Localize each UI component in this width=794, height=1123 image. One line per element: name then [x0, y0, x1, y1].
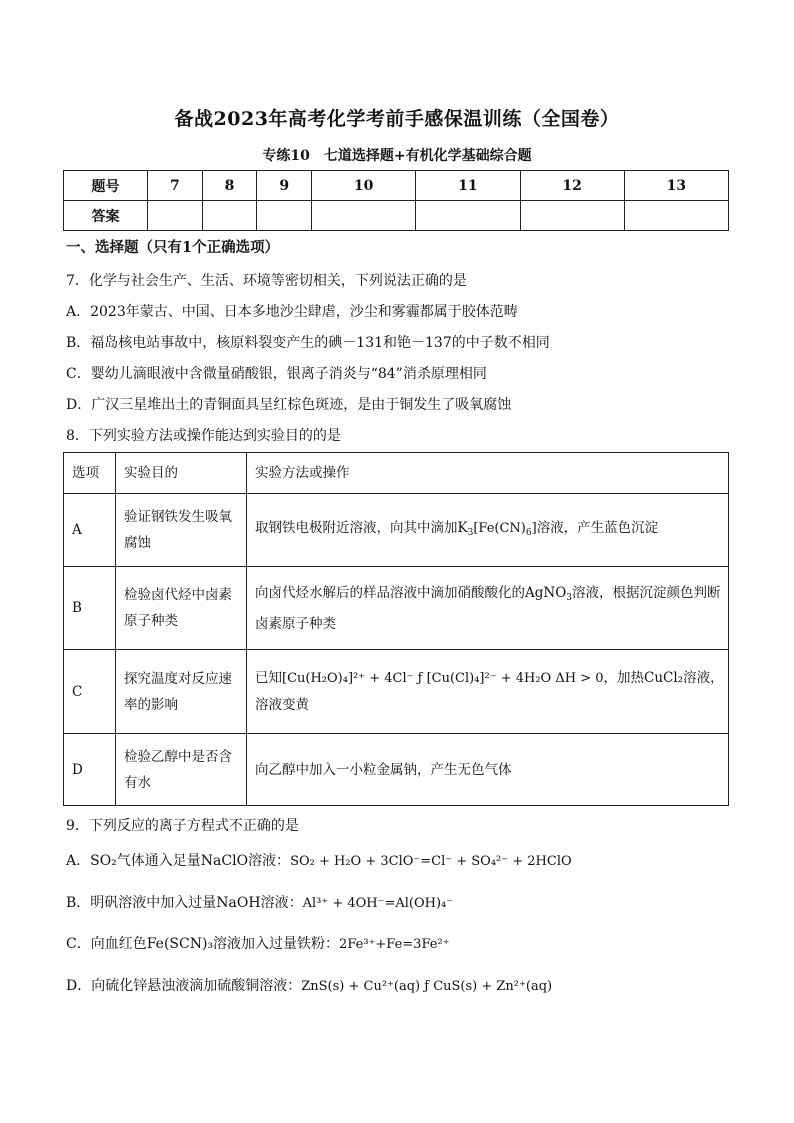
header-option: 选项: [64, 453, 116, 494]
experiment-row-d: [64, 734, 729, 806]
q8-stem: 8．下列实验方法或操作能达到实验目的的是: [66, 428, 341, 444]
question-number: 11: [416, 171, 520, 201]
row-option: D: [64, 734, 116, 806]
option-text: D．向硫化锌悬浊液滴加硫酸铜溶液：: [66, 978, 302, 994]
answer-cell[interactable]: [202, 201, 257, 231]
q9-option-b: [66, 894, 453, 913]
page-subtitle: 专练10 七道选择题+有机化学基础综合题: [262, 148, 532, 164]
q7-stem: 7．化学与社会生产、生活、环境等密切相关，下列说法正确的是: [66, 273, 467, 289]
option-equation: ZnS(s) + Cu²⁺(aq) ƒ CuS(s) + Zn²⁺(aq): [301, 979, 553, 994]
method-text: 向卤代烃水解后的样品溶液中滴加硝酸酸化的AgNO: [255, 584, 567, 601]
answer-cell[interactable]: [257, 201, 312, 231]
row-option: B: [64, 567, 116, 650]
option-equation: Al³⁺ + 4OH⁻=Al(OH)₄⁻: [302, 896, 454, 911]
method-text: 溶液，产生蓝色沉淀: [536, 519, 659, 536]
option-equation: SO₂ + H₂O + 3ClO⁻=Cl⁻ + SO₄²⁻ + 2HClO: [290, 854, 572, 869]
answer-label: 答案: [64, 201, 148, 231]
header-method: 实验方法或操作: [247, 453, 729, 494]
experiment-row-c: [64, 650, 729, 734]
row-method: 向卤代烃水解后的样品溶液中滴加硝酸酸化的AgNO$_3$溶液，根据沉淀颜色判断 卤素原子种类: [247, 567, 729, 650]
question-number: 7: [148, 171, 203, 201]
answer-cell[interactable]: [624, 201, 728, 231]
row-method: 取钢铁电极附近溶液，向其中滴加$K_3[Fe(CN)_6]$溶液，产生蓝色沉淀: [247, 494, 729, 567]
q9-option-d: [66, 977, 552, 996]
row-option: C: [64, 650, 116, 734]
q9-stem: 9．下列反应的离子方程式不正确的是: [66, 818, 299, 834]
section-heading: 一、选择题（只有1个正确选项）: [66, 239, 280, 256]
method-text: 取钢铁电极附近溶液，向其中滴加K: [255, 519, 468, 536]
question-number: 13: [624, 171, 728, 201]
answer-cell[interactable]: [312, 201, 416, 231]
row-purpose: 检验乙醇中是否含有水: [116, 734, 247, 806]
q7-option-b: B．福岛核电站事故中，核原料裂变产生的碘－131和铯－137的中子数不相同: [66, 335, 550, 351]
question-number: 9: [257, 171, 312, 201]
answer-table: [63, 170, 729, 231]
q7-option-a: A．2023年蒙古、中国、日本多地沙尘肆虐，沙尘和雾霾都属于胶体范畴: [66, 304, 518, 320]
option-equation: 2Fe³⁺+Fe=3Fe²⁺: [339, 937, 450, 952]
page-title: 备战2023年高考化学考前手感保温训练（全国卷）: [174, 108, 620, 130]
row-option: A: [64, 494, 116, 567]
experiment-table: [63, 452, 729, 806]
question-number: 12: [520, 171, 624, 201]
question-number-label: 题号: [64, 171, 148, 201]
method-text-line2: 溶液变黄: [255, 697, 309, 713]
q7-option-c: C．婴幼儿滴眼液中含微量硝酸银，银离子消炎与“84”消杀原理相同: [66, 366, 487, 382]
question-number: 8: [202, 171, 257, 201]
answer-table-header-row: [64, 171, 729, 201]
row-purpose: 验证钢铁发生吸氧腐蚀: [116, 494, 247, 567]
option-text: A．SO₂气体通入足量NaClO溶液：: [66, 853, 291, 869]
row-method: 向乙醇中加入一小粒金属钠，产生无色气体: [247, 734, 729, 806]
method-formula: [Fe(CN): [473, 520, 526, 536]
q9-option-c: [66, 935, 450, 954]
experiment-row-a: [64, 494, 729, 567]
answer-cell[interactable]: [520, 201, 624, 231]
method-text: 溶液，根据沉淀颜色判断: [572, 584, 721, 601]
answer-cell[interactable]: [416, 201, 520, 231]
q7-option-d: D．广汉三星堆出土的青铜面具呈红棕色斑迹，是由于铜发生了吸氧腐蚀: [66, 397, 512, 413]
experiment-row-b: [64, 567, 729, 650]
experiment-table-header: [64, 453, 729, 494]
method-text: 已知: [255, 670, 282, 686]
answer-cell[interactable]: [148, 201, 203, 231]
option-text: C．向血红色Fe(SCN)₃溶液加入过量铁粉：: [66, 936, 340, 952]
method-text: ，加热CuCl₂溶液，: [603, 670, 724, 686]
question-number: 10: [312, 171, 416, 201]
row-purpose: 检验卤代烃中卤素原子种类: [116, 567, 247, 650]
row-purpose: 探究温度对反应速率的影响: [116, 650, 247, 734]
answer-table-answer-row: [64, 201, 729, 231]
method-text-line2: 卤素原子种类: [255, 615, 336, 632]
q9-option-a: [66, 852, 572, 871]
method-equation: [Cu(H₂O)₄]²⁺ + 4Cl⁻ ƒ [Cu(Cl)₄]²⁻ + 4H₂O ΔH > 0: [282, 671, 604, 686]
option-text: B．明矾溶液中加入过量NaOH溶液：: [66, 895, 303, 911]
header-purpose: 实验目的: [116, 453, 247, 494]
row-method: [247, 650, 729, 734]
